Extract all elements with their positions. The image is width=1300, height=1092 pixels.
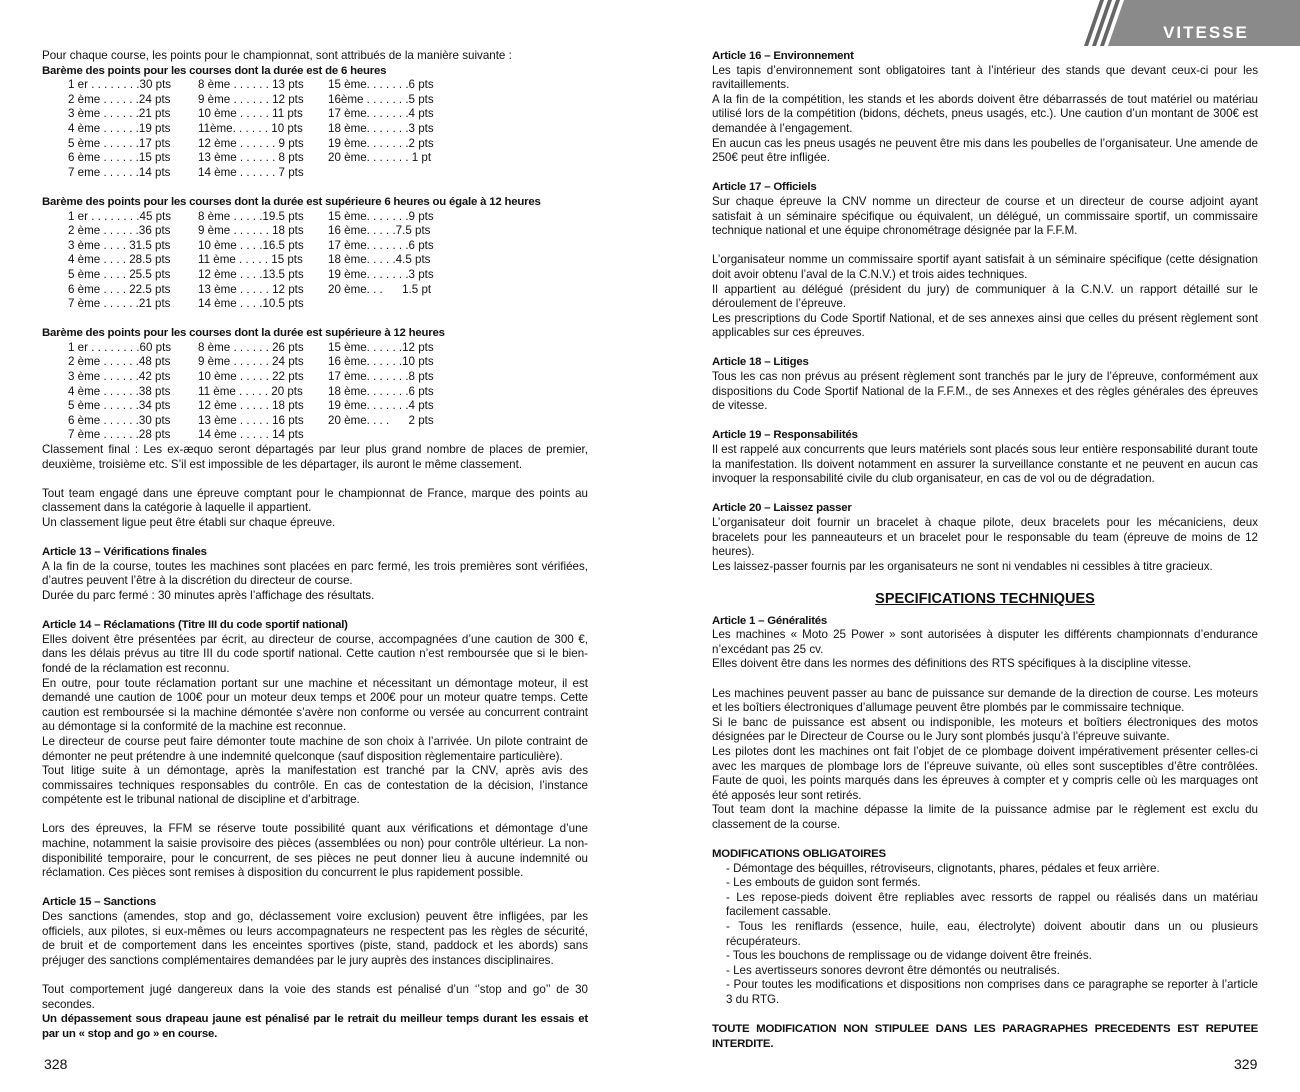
table-row: 3 ème . . . . 31.5 pts 10 ème . . . .16.5 pts 17 ème. . . . . . .6 pts [68,238,434,252]
table-row: 4 ème . . . . 28.5 pts 11 ème . . . . . 15 pts 18 ème. . . . .4.5 pts [68,253,431,267]
table-row: 1 er . . . . . . . .45 pts 8 ème . . . . .19.5 pts 15 ème. . . . . . .9 pts [68,209,434,223]
article-16-p1: Les tapis d’environnement sont obligatoires tant à l’intérieur des stands que devant ceux-ci pour les ravitaillements. [712,63,1258,92]
bareme-6h-title: Barème des points pour les courses dont la durée est de 6 heures [42,64,387,77]
table-row: 3 ème . . . . . .42 pts 10 ème . . . . . 22 pts 17 ème. . . . . . .8 pts [68,370,434,384]
article-20-title: Article 20 – Laissez passer [712,502,852,515]
table-row: 7 ème . . . . . .28 pts 14 ème . . . . . 14 pts [68,428,304,442]
bareme-over-12h-table [68,341,538,443]
table-row: 6 ème . . . . 22.5 pts 13 ème . . . . . 12 pts 20 ème. . . 1.5 pt [68,282,432,296]
left-column [42,49,588,1041]
spec-article-1-p4: Si le banc de puissance est absent ou indisponible, les moteurs et boîtiers électroniques des motos désignées par le Directeur de Course ou le Jury sont plombés jusqu’à l’épreuve suivante. [712,715,1258,744]
article-15-p1: Des sanctions (amendes, stop and go, déclassement voire exclusion) peuvent être infligées, par les officiels, aux pilotes, si eux-mêmes ou leurs accompagnateurs ne respectent pas les règles de sécurité, de bruit et de comportement dans les enceintes sportives (piste, stand, paddock et les abords) sans préjuger des sanctions complémentaires demandées par le jury auprès des instances disciplinaires. [42,910,588,967]
article-15-p3: Un dépassement sous drapeau jaune est pénalisé par le retrait du meilleur temps durant les essais et par un « stop and go » en course. [42,1013,588,1040]
table-row: 5 ème . . . . . .34 pts 12 ème . . . . . 18 pts 19 ème. . . . . . .4 pts [68,399,434,413]
page-number-left: 328 [44,1056,68,1072]
bareme-12h-title: Barème des points pour les courses dont la durée est supérieure 6 heures ou égale à 12 heures [42,195,541,208]
article-19-p1: Il est rappelé aux concurrents que leurs matériels sont placés sous leur entière responsabilité durant toute la manifestation. Ils doivent notamment en assurer la surveillance constante et ne peuvent en aucun cas invoquer la responsabilité civile du club organisateur, en cas de vol ou de dégradation. [712,443,1258,486]
header-banner [1074,0,1300,46]
article-20-p1: L’organisateur doit fournir un bracelet à chaque pilote, deux bracelets pour les mécaniciens, deux bracelets pour les panneauteurs et un bracelet pour le responsable du team (épreuve de moins de 12 heures). [712,516,1258,559]
table-row: 2 ème . . . . . .48 pts 9 ème . . . . . . 24 pts 16 ème. . . . . .10 pts [68,355,434,369]
table-row: 4 ème . . . . . .38 pts 11 ème . . . . . 20 pts 18 ème. . . . . . .6 pts [68,384,434,398]
article-14-p1: Elles doivent être présentées par écrit, au directeur de course, accompagnées d’une caution de 300 €, dans les délais prévus au titre III du code sportif national. Cette caution n’est remboursée que si le bien-fondé de la réclamation est reconnu. [42,632,588,675]
table-row: 1 er . . . . . . . .30 pts 8 ème . . . . . . 13 pts 15 ème. . . . . . .6 pts [68,78,434,92]
article-16-p2: A la fin de la compétition, les stands et les abords doivent être débarrassés de tout matériel ou matériau utilisé lors de la compétition (bidons, déchets, pneus usagés, etc.). Une caution d’un montant de 300€ est demandée à l’engagement. [712,92,1258,135]
article-15-p2: Tout comportement jugé dangereux dans la voie des stands est pénalisé d’un ‘’stop and go’’ de 30 secondes. [42,983,588,1011]
article-18-p1: Tous les cas non prévus au présent règlement sont tranchés par le jury de l’épreuve, conformément aux dispositions du Code Sportif National de la F.F.M., de ses Annexes et des règles générales des épreuves de vitesse. [712,370,1258,413]
spec-article-1-p6: Tout team dont la machine dépasse la limite de la puissance admise par le règlement est exclu du classement de la course. [712,803,1258,831]
spec-title: SPECIFICATIONS TECHNIQUES [875,590,1095,607]
right-column [712,49,1258,1051]
spec-article-1-p1: Les machines « Moto 25 Power » sont autorisées à disputer les différents championnats d’endurance n’excédant pas 25 cv. [712,628,1258,656]
table-row: 1 er . . . . . . . .60 pts 8 ème . . . . . . 26 pts 15 ème. . . . . .12 pts [68,340,434,354]
table-row: 3 ème . . . . . .21 pts 10 ème . . . . . 11 pts 17 ème. . . . . . .4 pts [68,107,434,121]
intro-text: Pour chaque course, les points pour le championnat, sont attribués de la manière suivante : [42,49,512,62]
table-row: 7 eme . . . . . .14 pts 14 ème . . . . . . 7 pts [68,165,304,179]
table-row: 7 ème . . . . . .21 pts 14 ème . . . .10.5 pts [68,297,304,311]
article-13-p1: A la fin de la course, toutes les machines sont placées en parc fermé, les trois premières sont vérifiées, d’autres peuvent l’être à la discrétion du directeur de course. [42,559,588,588]
table-row: 6 ème . . . . . .15 pts 13 ème . . . . . . 8 pts 20 ème. . . . . . . 1 pt [68,151,432,165]
page-number-right: 329 [1234,1056,1258,1072]
list-item: - Tous les reniflards (essence, huile, eau, électrolyte) doivent aboutir dans un ou plusieurs récupérateurs. [726,920,1258,948]
article-17-p4: Les prescriptions du Code Sportif National, et de ses annexes ainsi que celles du présent règlement sont applicables sur ces épreuves. [712,311,1258,340]
table-row: 5 ème . . . . 25.5 pts 12 ème . . . .13.5 pts 19 ème. . . . . . .3 pts [68,267,434,281]
list-item: - Les repose-pieds doivent être repliables avec ressorts de rappel ou réalisés dans un matériau facilement cassable. [726,890,1258,919]
spec-article-1-p3: Les machines peuvent passer au banc de puissance sur demande de la direction de course. Les moteurs et les boîtiers électroniques d’allumage peuvent être plombés par le commissaire technique. [712,686,1258,715]
article-17-p1: Sur chaque épreuve la CNV nomme un directeur de course et un directeur de course adjoint ayant satisfait à un séminaire spécifique ou équivalent, un délégué, un commissaire sportif, un commissaire technique national et une équipe chronométrage désignée par la F.F.M. [712,194,1258,238]
table-row: 2 ème . . . . . .24 pts 9 ème . . . . . . 12 pts 16ème . . . . . . .5 pts [68,92,434,106]
article-17-title: Article 17 – Officiels [712,181,817,194]
article-14-p4: Tout litige suite à un démontage, après la manifestation est tranché par la CNV, après avis des commissaires techniques responsables du contrôle. En cas de contestation de la décision, l’instance compétente est le tribunal national de discipline et d’arbitrage. [42,764,588,807]
article-17-p3: Il appartient au délégué (président du jury) de communiquer à la C.N.V. un rapport détaillé sur le déroulement de l’épreuve. [712,282,1258,311]
list-item: - Les avertisseurs sonores devront être démontés ou neutralisés. [726,963,1060,977]
article-14-p2: En outre, pour toute réclamation portant sur une machine et nécessitant un démontage moteur, il est demandé une caution de 100€ pour un moteur deux temps et 200€ pour un moteur quatre temps. Cette caution est remboursée si la machine démontée s’avère non conforme ou versée au concurrent contraint au démontage si la conformité de la machine est reconnue. [42,676,588,734]
list-item: - Tous les bouchons de remplissage ou de vidange doivent être freinés. [726,949,1092,963]
ligue-text: Un classement ligue peut être établi sur chaque épreuve. [42,516,336,529]
list-item: - Démontage des béquilles, rétroviseurs, clignotants, phares, pédales et feux arrière. [726,861,1160,875]
article-13-p2: Durée du parc fermé : 30 minutes après l’affichage des résultats. [42,588,375,602]
article-15-title: Article 15 – Sanctions [42,896,156,909]
classement-final-text: Classement final : Les ex-æquo seront départagés par leur plus grand nombre de places de premier, deuxième, troisième etc. S’il est impossible de les départager, ils auront le même classement. [42,443,588,471]
article-18-title: Article 18 – Litiges [712,356,809,369]
bareme-over-12h-title: Barème des points pour les courses dont la durée est supérieure à 12 heures [42,327,445,340]
table-row: 6 ème . . . . . .30 pts 13 ème . . . . . 16 pts 20 ème. . . . 2 pts [68,413,434,427]
bareme-6h-table [68,78,538,180]
table-row: 4 ème . . . . . .19 pts 11ème. . . . . . 10 pts 18 ème. . . . . . .3 pts [68,121,434,135]
modifications-title: MODIFICATIONS OBLIGATOIRES [712,848,886,861]
article-20-p2: Les laissez-passer fournis par les organisateurs ne sont ni vendables ni cessibles à titre gracieux. [712,559,1213,573]
article-14-p5: Lors des épreuves, la FFM se réserve toute possibilité quant aux vérifications et démontage d’une machine, notamment la saisie provisoire des pièces (assemblées ou non) pour contrôle ultérieur. La non-disponibilité temporaire, pour le concurrent, de ses pièces ne peut donner lieu à aucune indemnité ou réclamation. Ces pièces sont remises à disposition du concurrent le plus rapidement possible. [42,822,588,880]
table-row: 5 ème . . . . . .17 pts 12 ème . . . . . . 9 pts 19 ème. . . . . . .2 pts [68,136,434,150]
spec-article-1-p2: Elles doivent être dans les normes des définitions des RTS spécifiques à la discipline vitesse. [712,657,1192,671]
header-label: VITESSE [1163,23,1249,42]
list-item: - Les embouts de guidon sont fermés. [726,876,921,890]
spec-article-1-p5: Les pilotes dont les machines ont fait l’objet de ce plombage doivent impérativement présenter celles-ci avec les marques de plombage lors de l’épreuve suivante, où elles sont susceptibles d’être contrôlées. Faute de quoi, les points marqués dans les épreuves à compter et y compris celle où les marquages ont été apposés leur sont retirés. [712,744,1258,802]
article-13-title: Article 13 – Vérifications finales [42,546,207,559]
header-stripes [1074,0,1300,46]
spec-article-1-title: Article 1 – Généralités [712,614,828,627]
team-text: Tout team engagé dans une épreuve comptant pour le championnat de France, marque des points au classement dans la catégorie à laquelle il appartient. [42,486,588,515]
article-16-title: Article 16 – Environnement [712,50,854,62]
article-14-p3: Le directeur de course peut faire démonter toute machine de son choix à l’arrivée. Un pilote contraint de démonter ne peut prétendre à une indemnité quelconque (sauf disposition règlementaire particulière). [42,734,588,763]
article-16-p3: En aucun cas les pneus usagés ne peuvent être mis dans les poubelles de l’organisateur. Une amende de 250€ peut être infligée. [712,136,1258,165]
bareme-12h-table [68,210,538,312]
article-17-p2: L’organisateur nomme un commissaire sportif ayant satisfait à un séminaire spécifique (cette désignation doit avoir obtenu l’aval de la C.N.V.) et trois aides techniques. [712,253,1258,281]
article-19-title: Article 19 – Responsabilités [712,429,858,442]
table-row: 2 ème . . . . . .36 pts 9 ème . . . . . . 18 pts 16 ème. . . . .7.5 pts [68,224,431,238]
article-14-title: Article 14 – Réclamations (Titre III du code sportif national) [42,619,348,632]
final-note: TOUTE MODIFICATION NON STIPULEE DANS LES PARAGRAPHES PRECEDENTS EST REPUTEE INTERDITE. [712,1023,1258,1050]
list-item: - Pour toutes les modifications et dispositions non comprises dans ce paragraphe se reporter à l’article 3 du RTG. [726,978,1258,1006]
